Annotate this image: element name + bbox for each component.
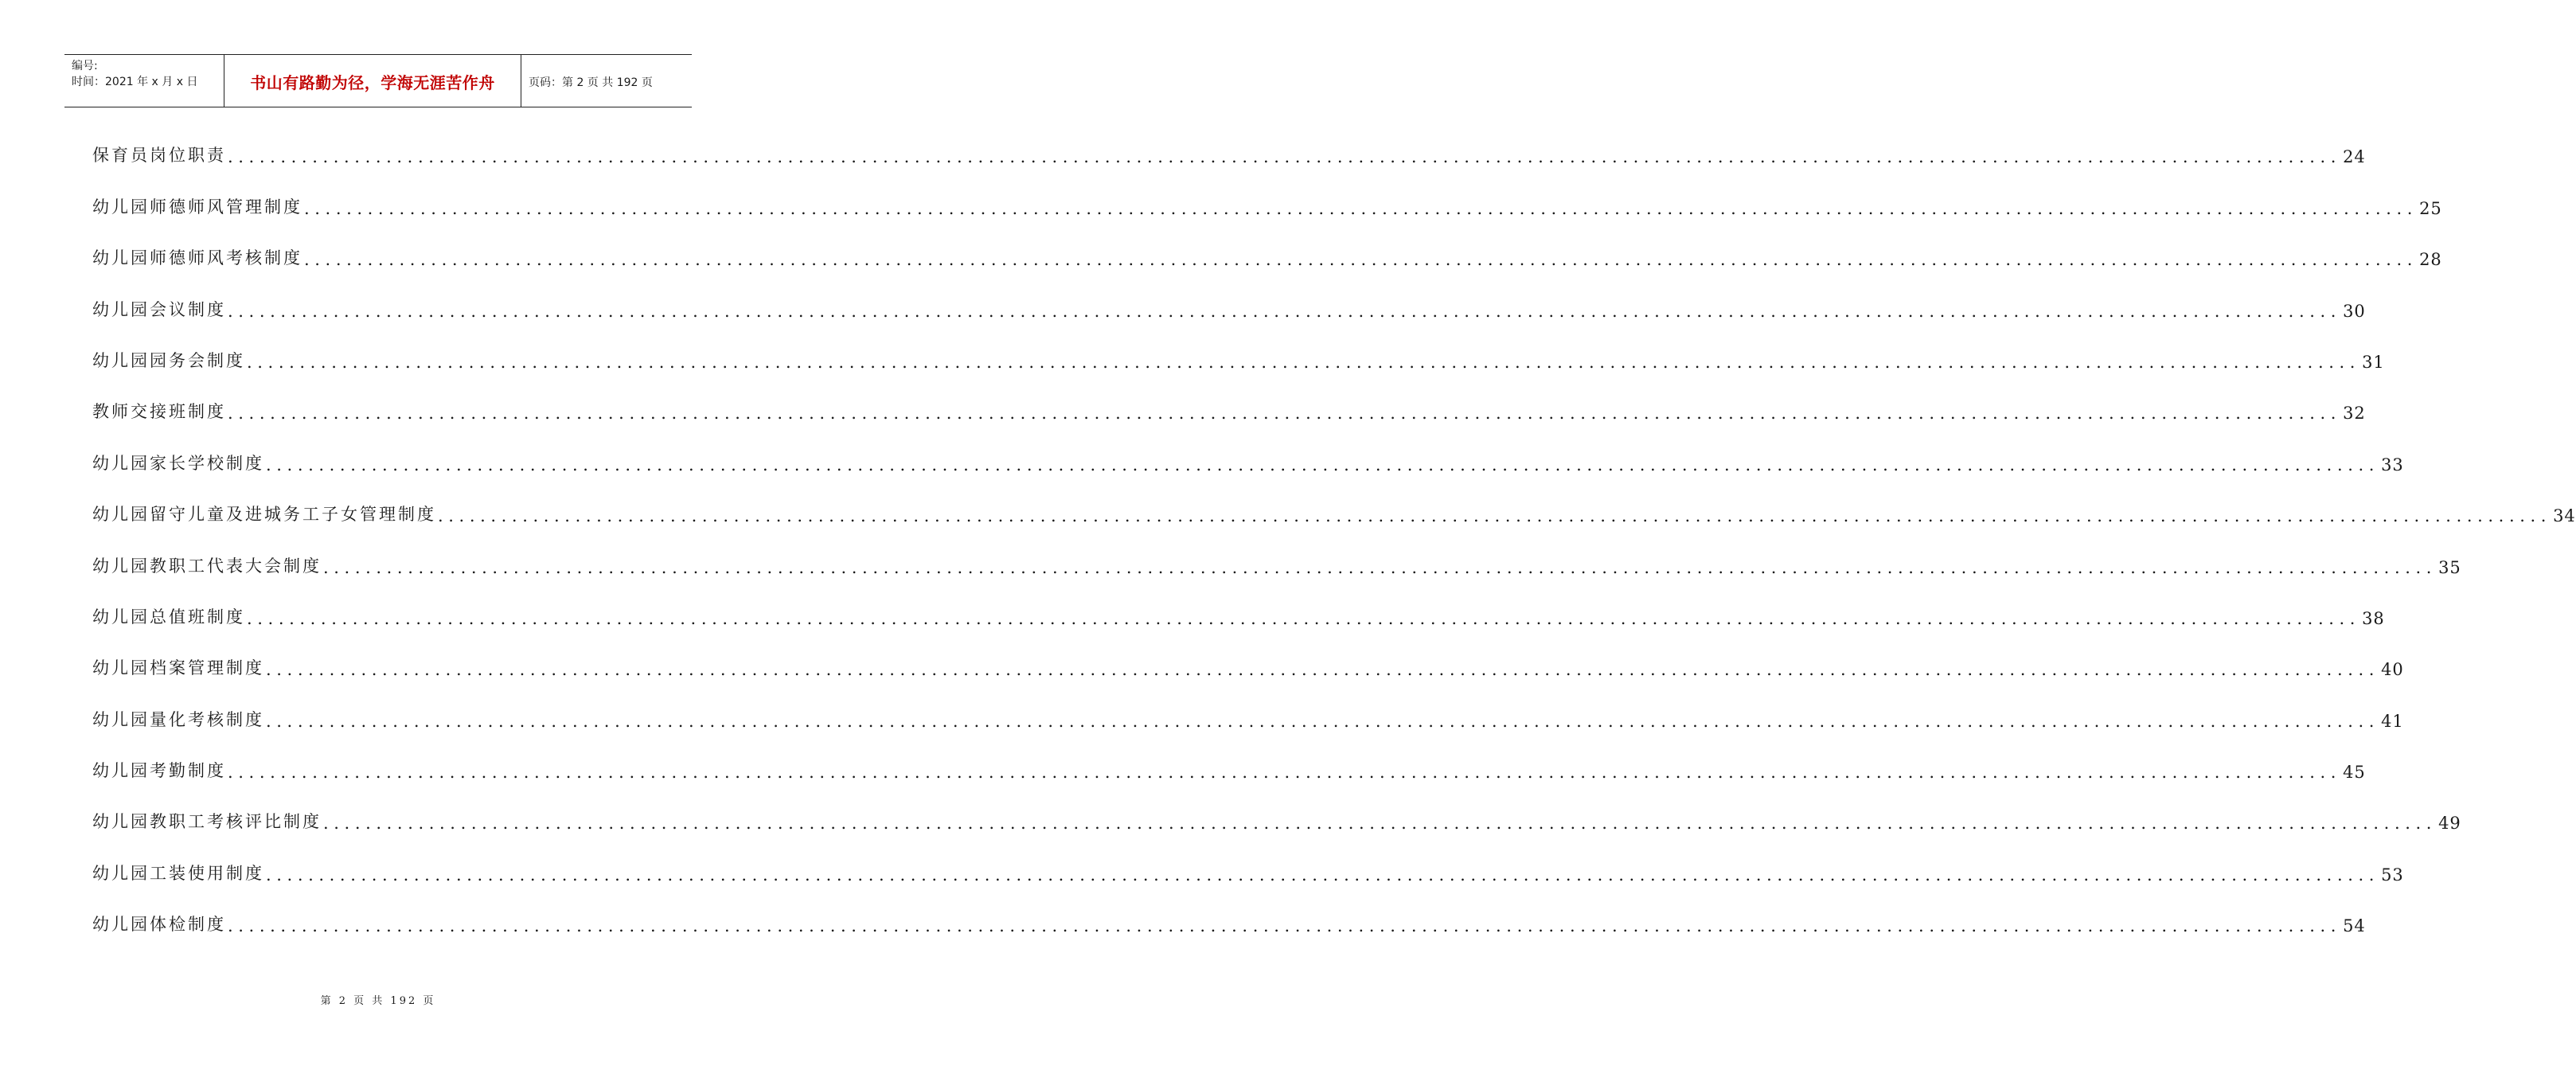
toc-entry-page: 31 — [2362, 352, 2385, 372]
toc-entry-title: 幼儿园总值班制度 — [92, 607, 245, 627]
toc-entry-title: 幼儿园教职工考核评比制度 — [92, 812, 322, 832]
toc-entry-title: 教师交接班制度 — [92, 402, 226, 422]
document-number-label: 编号: — [72, 60, 98, 72]
toc-entry[interactable] — [92, 437, 2404, 488]
toc-dot-leader: ........................................................................................................................................................................................................ — [438, 506, 2552, 526]
toc-dot-leader: ........................................................................................................................................................................................................ — [266, 660, 2380, 680]
toc-dot-leader: ........................................................................................................................................................................................................ — [304, 198, 2418, 218]
toc-entry-page: 41 — [2381, 711, 2404, 731]
toc-entry[interactable] — [92, 899, 2366, 950]
toc-entry-page: 24 — [2343, 147, 2366, 167]
toc-entry[interactable] — [92, 796, 2461, 847]
toc-dot-leader: ........................................................................................................................................................................................................ — [228, 763, 2342, 783]
toc-entry[interactable] — [92, 130, 2366, 181]
toc-dot-leader: ........................................................................................................................................................................................................ — [247, 352, 2361, 372]
toc-dot-leader: ........................................................................................................................................................................................................ — [266, 711, 2380, 731]
toc-entry-title: 幼儿园留守儿童及进城务工子女管理制度 — [92, 505, 436, 525]
toc-entry-title: 幼儿园体检制度 — [92, 915, 226, 935]
toc-entry-page: 30 — [2343, 301, 2366, 321]
toc-dot-leader: ........................................................................................................................................................................................................ — [323, 814, 2437, 834]
toc-dot-leader: ........................................................................................................................................................................................................ — [228, 301, 2342, 321]
toc-entry-page: 53 — [2381, 865, 2404, 885]
toc-entry-page: 34 — [2553, 506, 2576, 526]
page-footer: 第 2 页 共 192 页 — [320, 995, 436, 1007]
toc-entry-title: 幼儿园考勤制度 — [92, 761, 226, 781]
toc-dot-leader: ........................................................................................................................................................................................................ — [266, 455, 2380, 474]
toc-entry[interactable] — [92, 693, 2404, 744]
toc-entry[interactable] — [92, 540, 2461, 591]
toc-entry-title: 幼儿园教职工代表大会制度 — [92, 556, 322, 576]
header-meta — [64, 55, 224, 107]
toc-dot-leader: ........................................................................................................................................................................................................ — [228, 916, 2342, 936]
toc-entry-page: 35 — [2438, 557, 2461, 577]
toc-entry-title: 幼儿园园务会制度 — [92, 350, 245, 370]
toc-entry-page: 40 — [2381, 660, 2404, 680]
toc-entry[interactable] — [92, 745, 2366, 796]
toc-entry-page: 25 — [2419, 198, 2442, 218]
toc-entry-page: 54 — [2343, 916, 2366, 936]
toc-dot-leader: ........................................................................................................................................................................................................ — [323, 557, 2437, 577]
toc-entry-title: 幼儿园会议制度 — [92, 299, 226, 319]
toc-dot-leader: ........................................................................................................................................................................................................ — [266, 865, 2380, 885]
toc-entry-title: 幼儿园家长学校制度 — [92, 453, 264, 473]
toc-entry-title: 幼儿园师德师风考核制度 — [92, 248, 302, 268]
toc-entry-page: 49 — [2438, 814, 2461, 834]
toc-dot-leader: ........................................................................................................................................................................................................ — [228, 147, 2342, 167]
toc-entry-title: 保育员岗位职责 — [92, 146, 226, 166]
header-page-info: 页码：第 2 页 共 192 页 — [529, 76, 653, 89]
toc-entry[interactable] — [92, 489, 2576, 540]
header-motto: 书山有路勤为径，学海无涯苦作舟 — [224, 55, 521, 107]
toc-dot-leader: ........................................................................................................................................................................................................ — [228, 404, 2342, 424]
toc-entry-page: 38 — [2362, 608, 2385, 628]
toc-dot-leader: ........................................................................................................................................................................................................ — [247, 608, 2361, 628]
toc-entry[interactable] — [92, 386, 2366, 437]
toc-entry-title: 幼儿园量化考核制度 — [92, 709, 264, 729]
toc-entry-page: 28 — [2419, 250, 2442, 270]
toc-entry[interactable] — [92, 642, 2404, 693]
toc-entry[interactable] — [92, 592, 2385, 642]
toc-entry-page: 32 — [2343, 404, 2366, 424]
toc-entry-title: 幼儿园档案管理制度 — [92, 658, 264, 678]
toc-entry-title: 幼儿园工装使用制度 — [92, 863, 264, 883]
toc-entry-page: 33 — [2381, 455, 2404, 474]
toc-entry[interactable] — [92, 283, 2366, 334]
document-date-label: 时间：2021 年 x 月 x 日 — [72, 76, 198, 88]
toc-entry[interactable] — [92, 335, 2385, 386]
toc-entry[interactable] — [92, 847, 2404, 898]
toc-entry[interactable] — [92, 181, 2442, 232]
toc-entry-title: 幼儿园师德师风管理制度 — [92, 197, 302, 217]
toc-entry-page: 45 — [2343, 763, 2366, 783]
table-of-contents — [92, 130, 2576, 950]
toc-dot-leader: ........................................................................................................................................................................................................ — [304, 250, 2418, 270]
page-header — [64, 54, 692, 107]
toc-entry[interactable] — [92, 232, 2442, 283]
